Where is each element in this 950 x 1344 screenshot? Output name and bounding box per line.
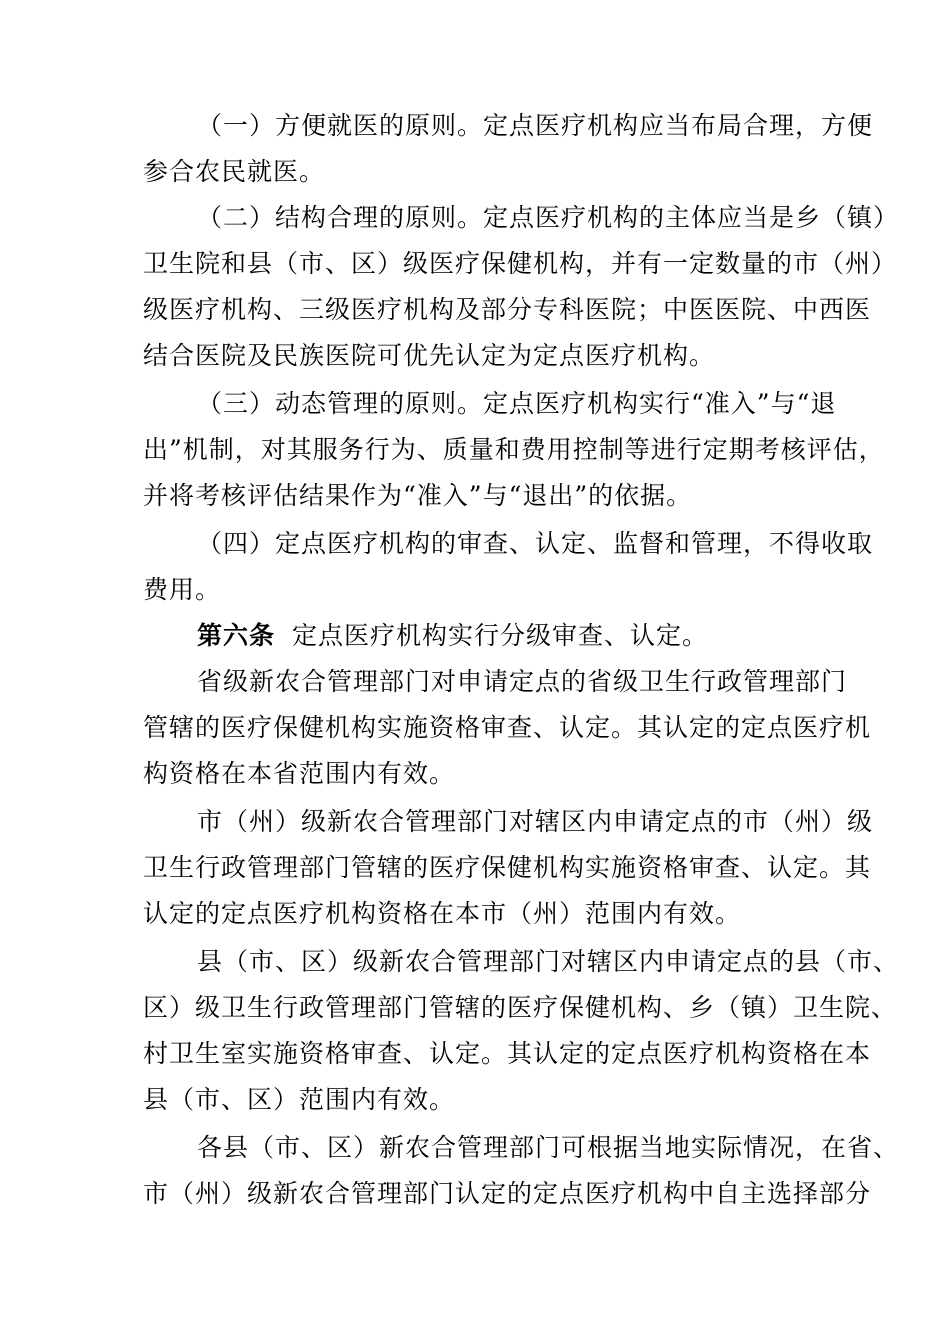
paragraph-3-line-2: 出”机制，对其服务行为、质量和费用控制等进行定期考核评估， [143,435,885,464]
paragraph-6-line-1: 市（州）级新农合管理部门对辖区内申请定点的市（州）级 [197,807,874,836]
paragraph-3-line-3: 并将考核评估结果作为“准入”与“退出”的依据。 [143,481,693,510]
paragraph-5-line-1: 省级新农合管理部门对申请定点的省级卫生行政管理部门 [197,667,848,696]
paragraph-1-line-2: 参合农民就医。 [143,157,326,186]
article-title: 定点医疗机构实行分级审查、认定。 [292,621,709,650]
paragraph-4-line-1: （四）定点医疗机构的审查、认定、监督和管理，不得收取 [197,529,874,558]
paragraph-3-line-1: （三）动态管理的原则。定点医疗机构实行“准入”与“退 [197,389,837,418]
paragraph-8-line-2: 市（州）级新农合管理部门认定的定点医疗机构中自主选择部分 [143,1179,872,1208]
paragraph-8-line-1: 各县（市、区）新农合管理部门可根据当地实际情况，在省、 [197,1133,900,1162]
paragraph-7-line-4: 县（市、区）范围内有效。 [143,1085,456,1114]
paragraph-7-line-1: 县（市、区）级新农合管理部门对辖区内申请定点的县（市、 [197,947,900,976]
paragraph-7-line-2: 区）级卫生行政管理部门管辖的医疗保健机构、乡（镇）卫生院、 [143,993,898,1022]
paragraph-6-line-2: 卫生行政管理部门管辖的医疗保健机构实施资格审查、认定。其 [143,853,872,882]
paragraph-2-line-2: 卫生院和县（市、区）级医疗保健机构，并有一定数量的市（州） [143,249,898,278]
article-number: 第六条 [197,621,276,650]
paragraph-6-line-3: 认定的定点医疗机构资格在本市（州）范围内有效。 [143,899,742,928]
paragraph-2-line-3: 级医疗机构、三级医疗机构及部分专科医院；中医医院、中西医 [143,295,872,324]
paragraph-7-line-3: 村卫生室实施资格审查、认定。其认定的定点医疗机构资格在本 [143,1039,872,1068]
paragraph-5-line-2: 管辖的医疗保健机构实施资格审查、认定。其认定的定点医疗机 [143,713,872,742]
paragraph-2-line-4: 结合医院及民族医院可优先认定为定点医疗机构。 [143,341,716,370]
paragraph-2-line-1: （二）结构合理的原则。定点医疗机构的主体应当是乡（镇） [197,203,900,232]
paragraph-1-line-1: （一）方便就医的原则。定点医疗机构应当布局合理，方便 [197,111,874,140]
paragraph-4-line-2: 费用。 [143,575,222,604]
paragraph-5-line-3: 构资格在本省范围内有效。 [143,759,456,788]
